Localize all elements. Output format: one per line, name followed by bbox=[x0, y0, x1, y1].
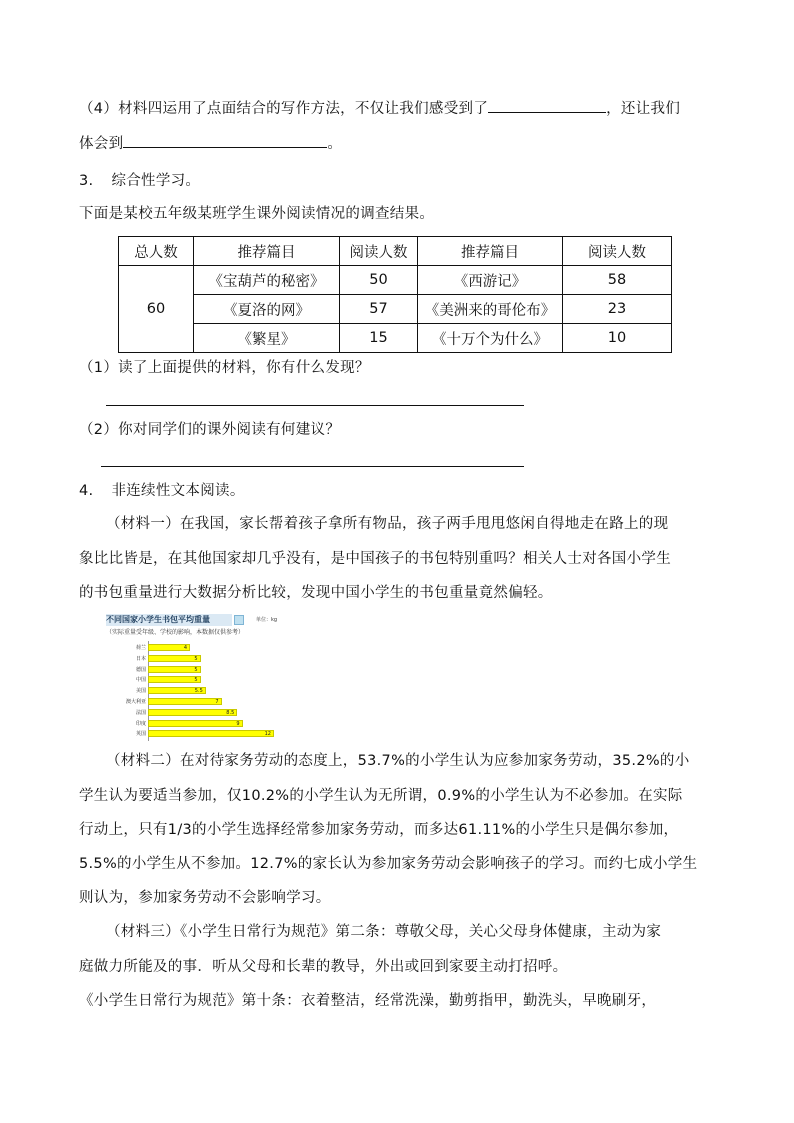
section3-q2: （2）你对同学们的课外阅读有何建议？ bbox=[79, 422, 341, 438]
q4-text2: 体会到 bbox=[79, 136, 124, 152]
total-cell: 60 bbox=[119, 266, 194, 353]
table-cell: 《夏洛的网》 bbox=[194, 295, 340, 324]
material2-line: （材料二）在对待家务劳动的态度上，53.7%的小学生认为应参加家务劳动，35.2%的小 bbox=[106, 753, 690, 769]
material3-line: 《小学生日常行为规范》第十条：衣着整洁，经常洗澡，勤剪指甲，勤洗头，早晚刷牙， bbox=[79, 993, 657, 1009]
header-title-2: 推荐篇目 bbox=[418, 237, 563, 266]
bar-row bbox=[106, 655, 286, 663]
table-row bbox=[119, 295, 672, 324]
material3-line: 庭做力所能及的事．听从父母和长辈的教导，外出或回到家要主动打招呼。 bbox=[79, 959, 568, 975]
q4-line2 bbox=[79, 133, 342, 154]
bar bbox=[148, 676, 201, 683]
table-row bbox=[119, 266, 672, 295]
chart-subtitle: （实际重量受年级、学校的影响，本数据仅供参考） bbox=[106, 629, 245, 636]
bar-category-label: 法国 bbox=[135, 709, 146, 716]
bar-value-label: 4 bbox=[183, 645, 187, 651]
chart-unit: 单位：kg bbox=[256, 617, 278, 623]
bar-row bbox=[106, 698, 286, 706]
chart-decoration-icon bbox=[234, 615, 244, 625]
table-cell: 《繁星》 bbox=[194, 324, 340, 353]
schoolbag-weight-chart bbox=[106, 614, 288, 742]
material1-line: 象比比皆是，在其他国家却几乎没有，是中国孩子的书包特别重吗？相关人士对各国小学生 bbox=[79, 551, 671, 567]
bar bbox=[148, 730, 274, 737]
bar bbox=[148, 709, 237, 716]
table-cell: 《美洲来的哥伦布》 bbox=[418, 295, 563, 324]
chart-title: 不同国家小学生书包平均重量 bbox=[106, 614, 232, 626]
answer-line-q1[interactable] bbox=[106, 405, 524, 406]
table-cell: 23 bbox=[563, 295, 672, 324]
reading-survey-table bbox=[118, 236, 672, 353]
bar-row bbox=[106, 676, 286, 684]
header-count-2: 阅读人数 bbox=[563, 237, 672, 266]
bar-value-label: 8.5 bbox=[226, 709, 235, 716]
bar-category-label: 日本 bbox=[135, 655, 146, 662]
section3-q1: （1）读了上面提供的材料，你有什么发现？ bbox=[79, 360, 370, 376]
answer-line-q2[interactable] bbox=[101, 466, 524, 467]
bar-category-label: 中国 bbox=[135, 677, 146, 684]
bar-category-label: 英国 bbox=[135, 731, 146, 738]
table-header-row bbox=[119, 237, 672, 266]
table-cell: 57 bbox=[340, 295, 418, 324]
material2-line: 则认为，参加家务劳动不会影响学习。 bbox=[79, 890, 331, 906]
header-total: 总人数 bbox=[119, 237, 194, 266]
section4-title: 非连续性文本阅读。 bbox=[111, 483, 245, 499]
bar bbox=[148, 666, 201, 673]
bar-row bbox=[106, 666, 286, 674]
bar-category-label: 美国 bbox=[135, 688, 146, 695]
q4-line1 bbox=[79, 98, 680, 119]
bar-row bbox=[106, 709, 286, 717]
table-cell: 50 bbox=[340, 266, 418, 295]
section3-intro: 下面是某校五年级某班学生课外阅读情况的调查结果。 bbox=[79, 206, 435, 222]
section3-heading bbox=[79, 171, 200, 191]
section3-title: 综合性学习。 bbox=[111, 173, 201, 189]
table-cell: 15 bbox=[340, 324, 418, 353]
bar-value-label: 5.5 bbox=[194, 688, 203, 695]
material1-line: （材料一）在我国，家长帮着孩子拿所有物品，孩子两手甩甩悠闲自得地走在路上的现 bbox=[106, 516, 669, 532]
table-cell: 58 bbox=[563, 266, 672, 295]
header-title-1: 推荐篇目 bbox=[194, 237, 340, 266]
bar bbox=[148, 720, 243, 727]
bar-value-label: 5 bbox=[194, 666, 198, 673]
bar-value-label: 7 bbox=[215, 699, 219, 705]
q4-text2-end: 。 bbox=[327, 136, 343, 152]
bar-value-label: 5 bbox=[194, 677, 198, 684]
section4-number: 4. bbox=[79, 483, 94, 499]
bar-value-label: 9 bbox=[236, 720, 240, 727]
bar-row bbox=[106, 720, 286, 728]
answer-blank-1[interactable] bbox=[488, 98, 606, 113]
table-cell: 《宝葫芦的秘密》 bbox=[194, 266, 340, 295]
bar-row bbox=[106, 687, 286, 695]
section4-heading bbox=[79, 481, 245, 501]
material2-line: 学生认为要适当参加，仅10.2%的小学生认为无所谓，0.9%的小学生认为不必参加。在实际 bbox=[79, 788, 683, 804]
material2-line: 行动上，只有1/3的小学生选择经常参加家务劳动，而多达61.11%的小学生只是偶尔参加， bbox=[79, 822, 679, 838]
material3-line: （材料三）《小学生日常行为规范》第二条：尊敬父母，关心父母身体健康，主动为家 bbox=[106, 924, 662, 940]
bar bbox=[148, 698, 222, 705]
bar-row bbox=[106, 730, 286, 738]
bar-value-label: 5 bbox=[194, 655, 198, 662]
q4-text1-end: ，还让我们 bbox=[606, 101, 681, 117]
bar-category-label: 德国 bbox=[135, 666, 146, 673]
bar bbox=[148, 655, 201, 662]
bar-category-label: 荷兰 bbox=[135, 645, 146, 651]
bar-category-label: 印度 bbox=[135, 720, 146, 727]
table-cell: 10 bbox=[563, 324, 672, 353]
q4-text1: （4）材料四运用了点面结合的写作方法，不仅让我们感受到了 bbox=[79, 101, 489, 117]
table-row bbox=[119, 324, 672, 353]
material2-line: 5.5%的小学生从不参加。12.7%的家长认为参加家务劳动会影响孩子的学习。而约七成小学生 bbox=[79, 856, 698, 872]
answer-blank-2[interactable] bbox=[123, 133, 327, 148]
bar-category-label: 澳大利亚 bbox=[125, 699, 146, 705]
bar bbox=[148, 687, 206, 694]
bar bbox=[148, 644, 190, 651]
table-cell: 《西游记》 bbox=[418, 266, 563, 295]
header-count-1: 阅读人数 bbox=[340, 237, 418, 266]
table-cell: 《十万个为什么》 bbox=[418, 324, 563, 353]
section3-number: 3. bbox=[79, 173, 94, 189]
bar-row bbox=[106, 644, 286, 652]
material1-line: 的书包重量进行大数据分析比较，发现中国小学生的书包重量竟然偏轻。 bbox=[79, 585, 553, 601]
bar-value-label: 12 bbox=[264, 731, 271, 738]
